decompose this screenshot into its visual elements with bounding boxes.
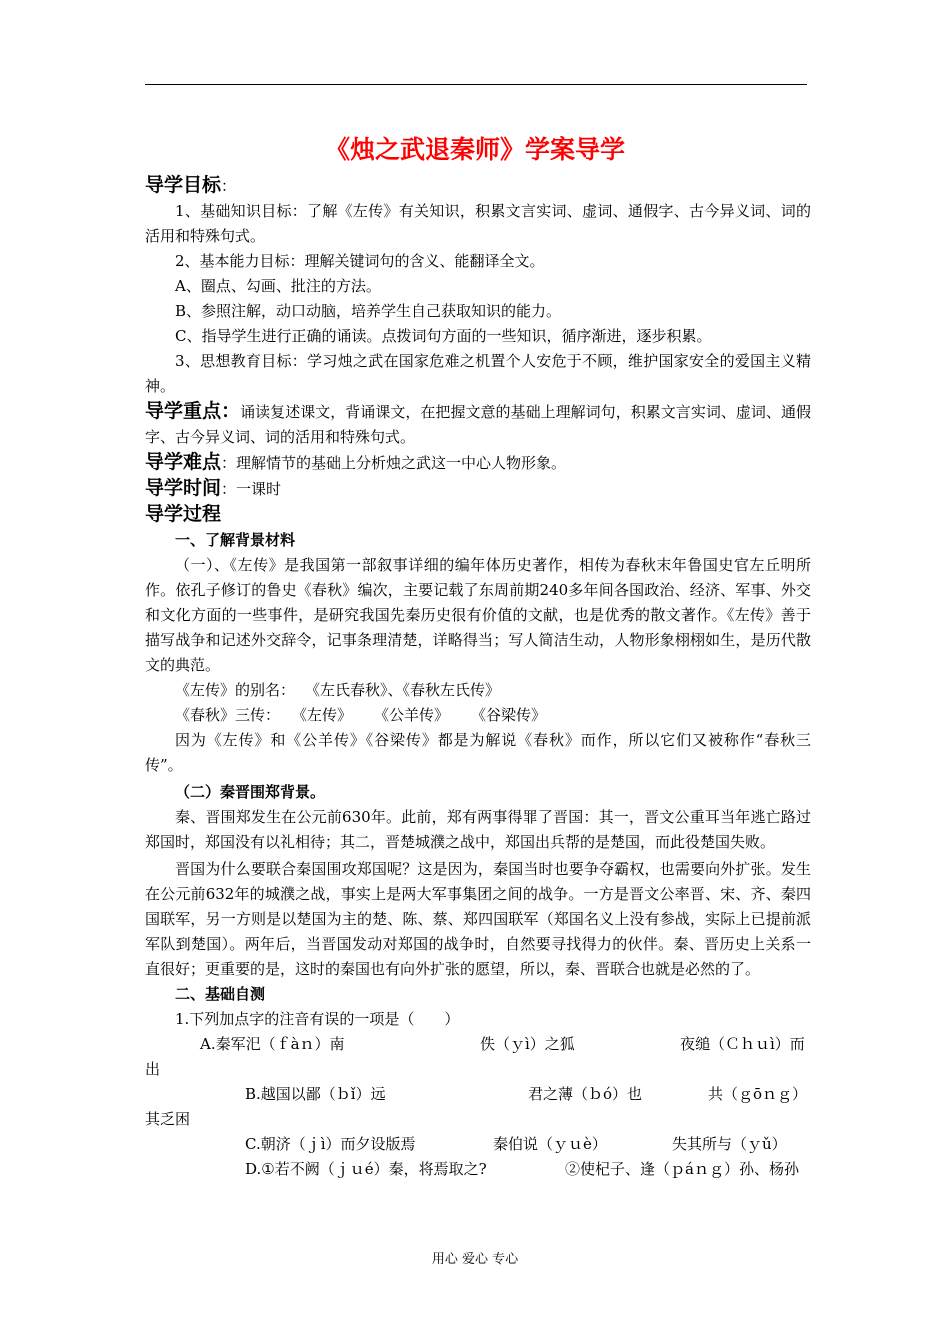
process-heading: 导学过程	[145, 503, 222, 525]
alias-line: 《左传》的别名： 《左氏春秋》、《春秋左氏传》	[175, 681, 501, 699]
option-b: B.越国以鄙（ｂǐ）远 君之薄（ｂó）也 共（ｇōｎｇ）	[245, 1085, 808, 1103]
three-commentaries-paragraph: 因为《左传》和《公羊传》《谷梁传》都是为解说《春秋》而作，所以它们又被称作“春秋三传”。	[145, 731, 811, 774]
option-b-continued: 其乏困	[145, 1110, 191, 1128]
option-a-continued: 出	[145, 1060, 161, 1078]
difficulty-text: 理解情节的基础上分析烛之武这一中心人物形象。	[236, 454, 567, 472]
document-body	[145, 173, 811, 1182]
difficulty-paragraph: 导学难点：理解情节的基础上分析烛之武这一中心人物形象。	[145, 451, 567, 473]
objective-item: 2、基本能力目标：理解关键词句的含义、能翻译全文。	[175, 252, 545, 270]
option-d: D.①若不阙（ｊｕé）秦，将焉取之? ②使杞子、逢（ｐáｎｇ）孙、杨孙	[245, 1160, 799, 1178]
option-a: A.秦军汜（ｆàｎ）南 佚（ｙì）之狐 夜缒（Ｃｈｕì）而	[200, 1035, 805, 1053]
key-points-text: 诵读复述课文，背诵课文，在把握文意的基础上理解词句，积累文言实词、虚词、通假字、古今异义词、词的活用和特殊句式。	[145, 403, 811, 446]
page-title: 《烛之武退秦师》学案导学	[324, 135, 625, 164]
background-paragraph: （一）、《左传》是我国第一部叙事详细的编年体历史著作，相传为春秋末年鲁国史官左丘明所作。依孔子修订的鲁史《春秋》编次，主要记载了东周前期240多年间各国政治、经济、军事、外交和文化方面的一些事件，是研究我国先秦历史很有价值的文献，也是优秀的散文著作。《左传》善于描写战争和记述外交辞令，记事条理清楚，详略得当；写人简洁生动，人物形象栩栩如生，是历代散文的典范。	[145, 556, 811, 674]
key-points-heading: 导学重点：	[145, 400, 241, 422]
section-1-sub2-heading: （二）秦晋围郑背景。	[175, 783, 326, 801]
objective-item: B、参照注解，动口动脑，培养学生自己获取知识的能力。	[175, 302, 562, 320]
time-paragraph: 导学时间：一课时	[145, 477, 282, 499]
objective-item: 3、思想教育目标：学习烛之武在国家危难之机置个人安危于不顾，维护国家安全的爱国主义精神。	[145, 352, 811, 395]
page-footer: 用心 爱心 专心	[431, 1252, 519, 1267]
header-rule	[145, 84, 807, 85]
difficulty-heading: 导学难点	[145, 451, 222, 473]
key-points-paragraph	[145, 399, 811, 450]
siege-paragraph: 秦、晋围郑发生在公元前630年。此前，郑有两事得罪了晋国：其一，晋文公重耳当年逃亡路过郑国时，郑国没有以礼相待；其二，晋楚城濮之战中，郑国出兵帮的是楚国，而此役楚国失败。	[145, 808, 811, 851]
objective-item: 1、基础知识目标：了解《左传》有关知识，积累文言实词、虚词、通假字、古今异义词、词的活用和特殊句式。	[145, 202, 811, 245]
three-commentaries-line: 《春秋》三传： 《左传》 《公羊传》 《谷梁传》	[175, 706, 547, 724]
alliance-paragraph: 晋国为什么要联合秦国围攻郑国呢？这是因为，秦国当时也要争夺霸权，也需要向外扩张。发生在公元前632年的城濮之战，事实上是两大军事集团之间的战争。一方是晋文公率晋、宋、齐、秦四国联军，另一方则是以楚国为主的楚、陈、蔡、郑四国联军（郑国名义上没有参战，实际上已提前派军队到楚国）。两年后，当晋国发动对郑国的战争时，自然要寻找得力的伙伴。秦、晋历史上关系一直很好；更重要的是，这时的秦国也有向外扩张的愿望，所以，秦、晋联合也就是必然的了。	[145, 860, 811, 978]
question-1: 1.下列加点字的注音有误的一项是（ ）	[175, 1010, 460, 1028]
section-1-heading: 一、了解背景材料	[175, 531, 296, 549]
objective-item: C、指导学生进行正确的诵读。点拨词句方面的一些知识，循序渐进，逐步积累。	[175, 327, 712, 345]
option-c: C.朝济（ｊì）而夕设版焉 秦伯说（ｙｕè） 失其所与（ｙǔ）	[245, 1135, 787, 1153]
time-text: 一课时	[236, 480, 282, 498]
section-2-heading: 二、基础自测	[175, 985, 266, 1003]
objective-item: A、圈点、勾画、批注的方法。	[175, 277, 381, 295]
objectives-heading: 导学目标：	[145, 174, 237, 196]
time-heading: 导学时间	[145, 477, 222, 499]
